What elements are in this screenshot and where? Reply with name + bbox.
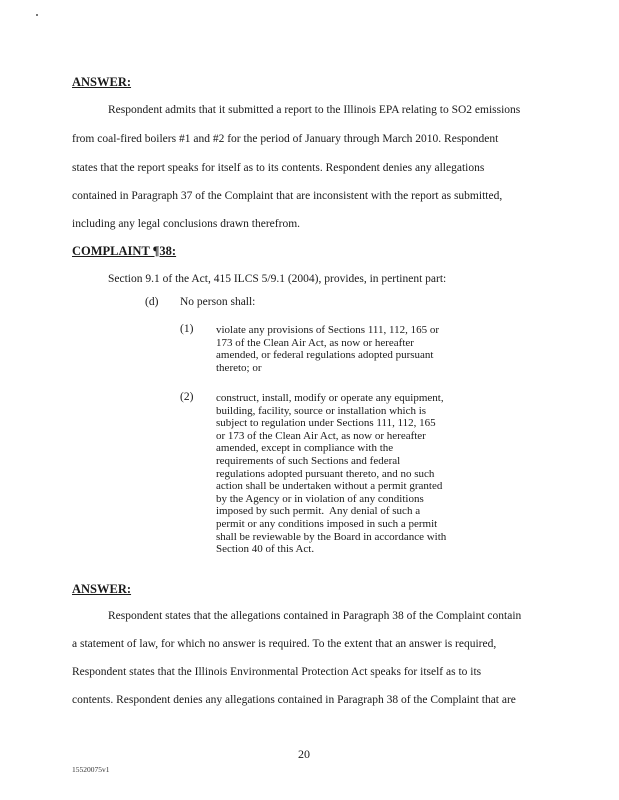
answer-line: from coal-fired boilers #1 and #2 for the period of January through March 2010. Respondent (72, 133, 499, 145)
answer-line: contents. Respondent denies any allegations contained in Paragraph 38 of the Complaint that are (72, 694, 516, 706)
item-number: (2) (180, 391, 194, 403)
subsection-label: (d) (145, 296, 159, 308)
answer-line: Respondent admits that it submitted a report to the Illinois EPA relating to SO2 emissions (108, 104, 521, 116)
answer-line: contained in Paragraph 37 of the Complaint that are inconsistent with the report as submitted, (72, 190, 503, 202)
scan-speck (36, 14, 38, 16)
item-text: construct, install, modify or operate any equipment, building, facility, source or installation which is subject to regulation under Sections 111, 112, 165 or 173 of the Clean Air Act, as now or hereafter amended, except in compliance with the requirements of such Sections and federal regulations adopted pursuant thereto, and no such action shall be undertaken without a permit granted by the Agency or in violation of any conditions imposed by such permit. Any denial of such a permit or any conditions imposed in such a permit shall be reviewable by the Board in accordance with Section 40 of this Act. (216, 392, 447, 556)
answer-line: Respondent states that the allegations contained in Paragraph 38 of the Complaint contain (108, 610, 522, 622)
item-number: (1) (180, 323, 194, 335)
answer-line: states that the report speaks for itself as to its contents. Respondent denies any allegations (72, 162, 485, 174)
item-text: violate any provisions of Sections 111, 112, 165 or 173 of the Clean Air Act, as now or hereafter amended, or federal regulations adopted pursuant thereto; or (216, 324, 440, 374)
complaint-intro: Section 9.1 of the Act, 415 ILCS 5/9.1 (2004), provides, in pertinent part: (108, 273, 447, 285)
answer-heading: ANSWER: (72, 582, 132, 596)
complaint-heading: COMPLAINT ¶38: (72, 244, 177, 258)
answer-heading: ANSWER: (72, 75, 132, 89)
document-id: 15520075v1 (72, 765, 110, 774)
subsection-text: No person shall: (180, 296, 256, 308)
answer-line: a statement of law, for which no answer is required. To the extent that an answer is required, (72, 638, 497, 650)
page-number: 20 (298, 747, 310, 761)
answer-line: including any legal conclusions drawn therefrom. (72, 218, 301, 230)
answer-line: Respondent states that the Illinois Environmental Protection Act speaks for itself as to its (72, 666, 482, 678)
